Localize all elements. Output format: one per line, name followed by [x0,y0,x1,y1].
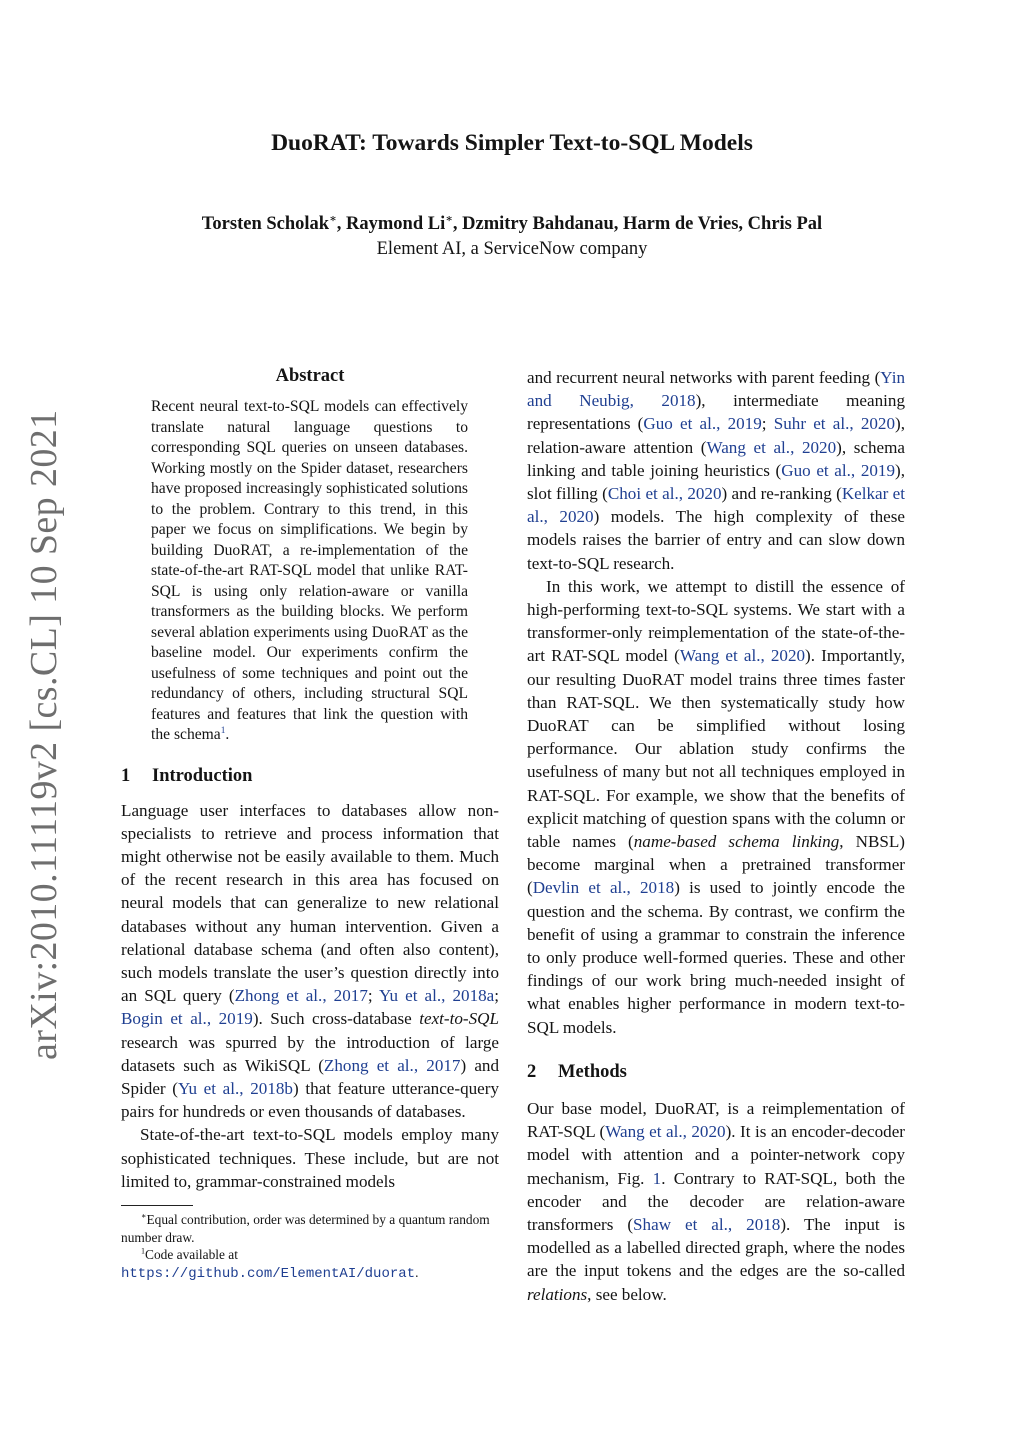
footnote-text: Equal contribution, order was determined by a quantum random number draw. [121,1211,490,1245]
citation-shaw-2018[interactable]: Shaw et al., 2018 [633,1214,781,1234]
text-span: ) and Spider ( [121,1055,500,1098]
footnote-mark: 1 [141,1246,146,1256]
cite-year: 2017 [333,986,368,1006]
cite-authors: Bogin et al. [121,1009,207,1029]
citation-yu-2018b[interactable]: Yu et al., 2018b [178,1078,293,1098]
abstract-end: . [225,726,230,743]
footnote-mark: ∗ [141,1211,147,1221]
text-span: ) that feature utterance-query pairs for hundreds or even thousands of databases. [121,1078,499,1122]
section-title: Methods [558,1061,627,1082]
author-list [0,214,1024,235]
citation-wang-2020[interactable]: Wang et al., 2020 [706,437,837,457]
footnote-text: Code available at [145,1247,238,1263]
section-number: 1 [121,765,131,786]
cite-authors: Zhong et al. [323,1055,414,1075]
left-column [121,366,499,1283]
affiliation: Element AI, a ServiceNow company [376,239,648,259]
citation-zhong-2017[interactable]: Zhong et al., 2017 [323,1055,461,1075]
cite-authors: Zhong et al. [234,986,323,1006]
equal-contribution-mark[interactable]: ∗ [445,212,453,225]
text-span: ). Importantly, our resulting DuoRAT model trains three times faster than RAT-SQL. We then systematically study how DuoRAT can be simplified without losing performance. Our ablation study confirms the usefulness of many but not all techniques employed in RAT-SQL. For example, we show that the benefits of explicit matching of question spans with the column or table names ( [527,646,905,852]
author-name: Torsten Scholak [201,214,330,234]
footnote-code [121,1246,499,1283]
text-span: ), schema linking and table joining heuristics ( [527,437,905,480]
cite-year: 2018b [250,1078,293,1098]
citation-choi-2020[interactable]: Choi et al., 2020 [607,484,722,504]
arxiv-identifier-stamp: arXiv:2010.11119v2 [cs.CL] 10 Sep 2021 [23,409,65,1060]
citation-wang-2020[interactable]: Wang et al., 2020 [605,1122,726,1142]
cite-authors: Yu et al. [178,1078,240,1098]
author-separator: , [336,214,347,234]
section-title: Introduction [152,765,253,786]
text-span: ), slot filling ( [527,460,905,504]
cite-year: 2019 [218,1009,253,1029]
text-span: ), intermediate meaning representations ( [527,391,905,434]
citation-zhong-2017[interactable]: Zhong et al., 2017 [234,986,368,1006]
author-name: Raymond Li [346,214,446,234]
code-url-link[interactable]: https://github.com/ElementAI/duorat [121,1265,416,1282]
text-span: research was spurred by the introduction of large datasets such as WikiSQL ( [121,1032,499,1075]
cite-year: 2018a [452,986,495,1006]
abstract-body: Recent neural text-to-SQL models can effectively translate natural language questions to corresponding SQL queries on unseen databases. Working mostly on the Spider dataset, researchers have proposed increasingly sophisticated solutions to the problem. Contrary to this trend, in this paper we focus on simplifications. We begin by building DuoRAT, a re-implementation of the state-of-the-art RAT-SQL model that unlike RAT-SQL is using only relation-aware or vanilla transformers as the building blocks. We perform several ablation experiments using DuoRAT as the baseline model. Our experiments confirm the usefulness of some techniques and point out the redundancy of others, including structural SQL features and features that link the question with the schema [151,398,468,743]
section-heading-methods [527,1059,905,1085]
section-number: 2 [527,1061,537,1082]
footnote-end: . [415,1264,419,1280]
text-span: Our base model, DuoRAT, is a reimplementation of RAT-SQL ( [527,1098,905,1142]
citation-devlin-2018[interactable]: Devlin et al., 2018 [532,878,675,898]
citation-yin-neubig-2018[interactable]: Yin and Neubig, 2018 [527,368,905,411]
footnote-link-1[interactable]: 1 [220,725,226,736]
text-span: ), relation-aware attention ( [527,414,905,457]
text-span: and recurrent neural networks with parent feeding ( [527,368,881,387]
intro-paragraph-2-continued: and recurrent neural networks with parent feeding (Yin and Neubig, 2018), intermediate meaning representations (Guo et al., 2019; Suhr et al., 2020), relation-aware attention (Wang et al., 2020), schema linking and table joining heuristics (Guo et al., 2019), slot filling (Choi et al., 2020) and re-ranking (Kelkar et al., 2020) models. The high complexity of these models raises the barrier of entry and can slow down text-to-SQL research. [527,368,905,573]
citation-guo-2019[interactable]: Guo et al., 2019 [643,414,762,434]
citation-wang-2020[interactable]: Wang et al., 2020 [679,646,806,666]
cite-year: 2017 [426,1055,461,1075]
emphasis-text: text-to-SQL [419,1009,499,1029]
abstract-heading: Abstract [275,366,345,386]
author-names-rest: , Dzmitry Bahdanau, Harm de Vries, Chris Pal [452,214,823,234]
right-column [527,366,905,1306]
text-span: Language user interfaces to databases allow non-specialists to retrieve and process information that might otherwise not be easily available to them. Much of the recent research in this area has focused on neural models that can generalize to new relational databases without any human intervention. Given a relational database schema (and often also content), such models translate the user’s question directly into an SQL query ( [121,800,499,1006]
methods-paragraph-1 [527,1097,905,1306]
citation-kelkar-2020[interactable]: Kelkar et al., 2020 [527,484,905,527]
figure-1-link[interactable]: 1 [652,1168,662,1188]
equal-contribution-mark[interactable]: ∗ [329,212,337,225]
text-span: ) and re-ranking ( [721,484,842,504]
intro-paragraph-3 [527,575,905,1039]
text-span: ). It is an encoder-decoder model with attention and a pointer-network copy mechanism, Fig. [527,1122,905,1188]
emphasis-text: relations [527,1284,588,1304]
intro-paragraph-2: State-of-the-art text-to-SQL models employ many sophisticated techniques. These include, but are not limited to, grammar-constrained models [121,1125,499,1191]
emphasis-text: name-based schema linking [633,832,840,852]
abstract-text [151,397,468,746]
citation-yu-2018a[interactable]: Yu et al., 2018a [379,986,495,1006]
citation-bogin-2019[interactable]: Bogin et al., 2019 [121,1009,253,1029]
section-heading-introduction [121,763,499,789]
intro-paragraph-1: Language user interfaces to databases allow non-specialists to retrieve and process information that might otherwise not be easily available to them. Much of the recent research in this area has focused on neural models that can generalize to new relational databases without any human intervention. Given a relational database schema (and often also content), such models translate the user’s question directly into an SQL query (Zhong et al., 2017; Yu et al., 2018a; Bogin et al., 2019). Such cross-database text-to-SQL research was spurred by the introduction of large datasets such as WikiSQL (Zhong et al., 2017) and Spider (Yu et al., 2018b) that feature utterance-query pairs for hundreds or even thousands of databases. [121,800,500,1122]
text-span: ) is used to jointly encode the question and the schema. By contrast, we confirm the benefit of using a grammar to constrain the inference to only produce well-formed queries. These and other findings of our work bring much-needed insight of what enables higher performance in modern text-to-SQL models. [527,878,905,1037]
footnote-equal-contribution [121,1211,499,1246]
text-span: ). The input is modelled as a labelled directed graph, where the nodes are the input tokens and the edges are the so-called [527,1214,906,1281]
citation-guo-2019[interactable]: Guo et al., 2019 [781,460,896,480]
text-span: . Contrary to RAT-SQL, both the encoder and the decoder are relation-aware transformers ( [527,1168,905,1234]
text-span: In this work, we attempt to distill the essence of high-performing text-to-SQL systems. We start with a transformer-only reimplementation of the state-of-the-art RAT-SQL model ( [527,576,905,666]
paper-title: DuoRAT: Towards Simpler Text-to-SQL Models [271,130,753,156]
cite-authors: Yu et al. [379,986,442,1006]
footnote-rule [121,1205,193,1206]
text-span: ) models. The high complexity of these models raises the barrier of entry and can slow down text-to-SQL research. [527,507,905,573]
text-span: ). Such cross-database [252,1009,420,1029]
citation-suhr-2020[interactable]: Suhr et al., 2020 [773,414,896,434]
text-span: , NBSL) become marginal when a pretrained transformer ( [527,832,905,898]
text-span: , see below. [587,1284,667,1304]
